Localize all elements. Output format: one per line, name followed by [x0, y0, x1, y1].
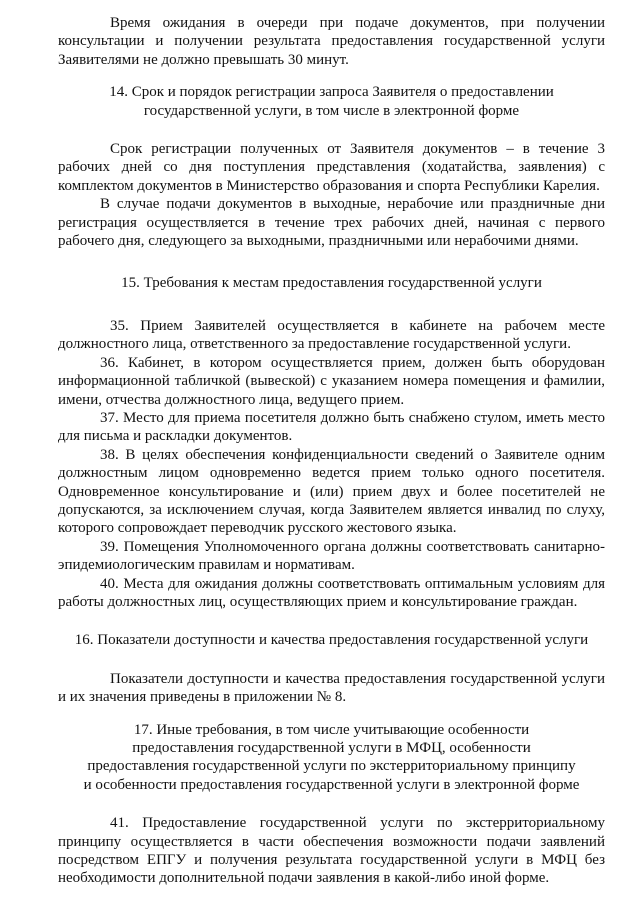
paragraph-36: 36. Кабинет, в котором осуществляется прием, должен быть оборудован информационной табличкой (вывеской) с указанием номера помещения и фамилии, имени, отчества должностного лица, ведущего прием.	[58, 354, 605, 408]
paragraph-waiting-time: Время ожидания в очереди при подаче документов, при получении консультации и получении результата предоставления государственной услуги Заявителями не должно превышать 30 минут.	[58, 15, 605, 68]
paragraph-37: 37. Место для приема посетителя должно быть снабжено стулом, иметь место для письма и раскладки документов.	[58, 409, 605, 445]
paragraph-41: 41. Предоставление государственной услуги по экстерриториальному принципу осуществляется в части обеспечения возможности подачи заявлений посредством ЕПГУ и получения результата государственной услуги в МФЦ без необходимости дополнительной подачи заявления в какой-либо иной форме.	[58, 815, 605, 887]
paragraph-registration-term: Срок регистрации полученных от Заявителя документов – в течение 3 рабочих дней со дня поступления представления (ходатайства, заявления) с комплектом документов в Министерство образования и спорта Республики Карелия.	[58, 141, 605, 194]
paragraph-38: 38. В целях обеспечения конфиденциальности сведений о Заявителе одним должностным лицом одновременно ведется прием только одного посетителя. Одновременное консультирование и (или) прием двух и более посетителей не допускаются, за исключением случая, когда Заявителем является инвалид по слуху, которого сопровождает переводчик русского жестового языка.	[58, 446, 605, 537]
paragraph-holiday-registration: В случае подачи документов в выходные, нерабочие или праздничные дни регистрация осуществляется в течение трех рабочих дней, начиная с первого рабочего дня, следующего за выходными, праздничными или нерабочими днями.	[58, 196, 605, 250]
section-heading-17: 17. Иные требования, в том числе учитывающие особенности предоставления государственной услуги в МФЦ, особенности предоставления государственной услуги по экстерриториальному принципу и особенности предоставления государственной услуги в электронной форме	[83, 721, 580, 793]
section-heading-14: 14. Срок и порядок регистрации запроса Заявителя о предоставлении государственной услуги, в том числе в электронной форме	[109, 84, 554, 119]
paragraph-40: 40. Места для ожидания должны соответствовать оптимальным условиям для работы должностных лиц, осуществляющих прием и консультирование граждан.	[58, 575, 605, 610]
section-heading-16: 16. Показатели доступности и качества предоставления государственной услуги	[74, 632, 589, 649]
paragraph-39: 39. Помещения Уполномоченного органа должны соответствовать санитарно-эпидемиологическим правилам и нормативам.	[58, 538, 605, 574]
paragraph-35: 35. Прием Заявителей осуществляется в кабинете на рабочем месте должностного лица, ответственного за предоставление государственной услуги.	[58, 317, 605, 353]
section-heading-15: 15. Требования к местам предоставления государственной услуги	[121, 275, 542, 292]
paragraph-indicators: Показатели доступности и качества предоставления государственной услуги и их значения приведены в приложении № 8.	[58, 670, 605, 706]
